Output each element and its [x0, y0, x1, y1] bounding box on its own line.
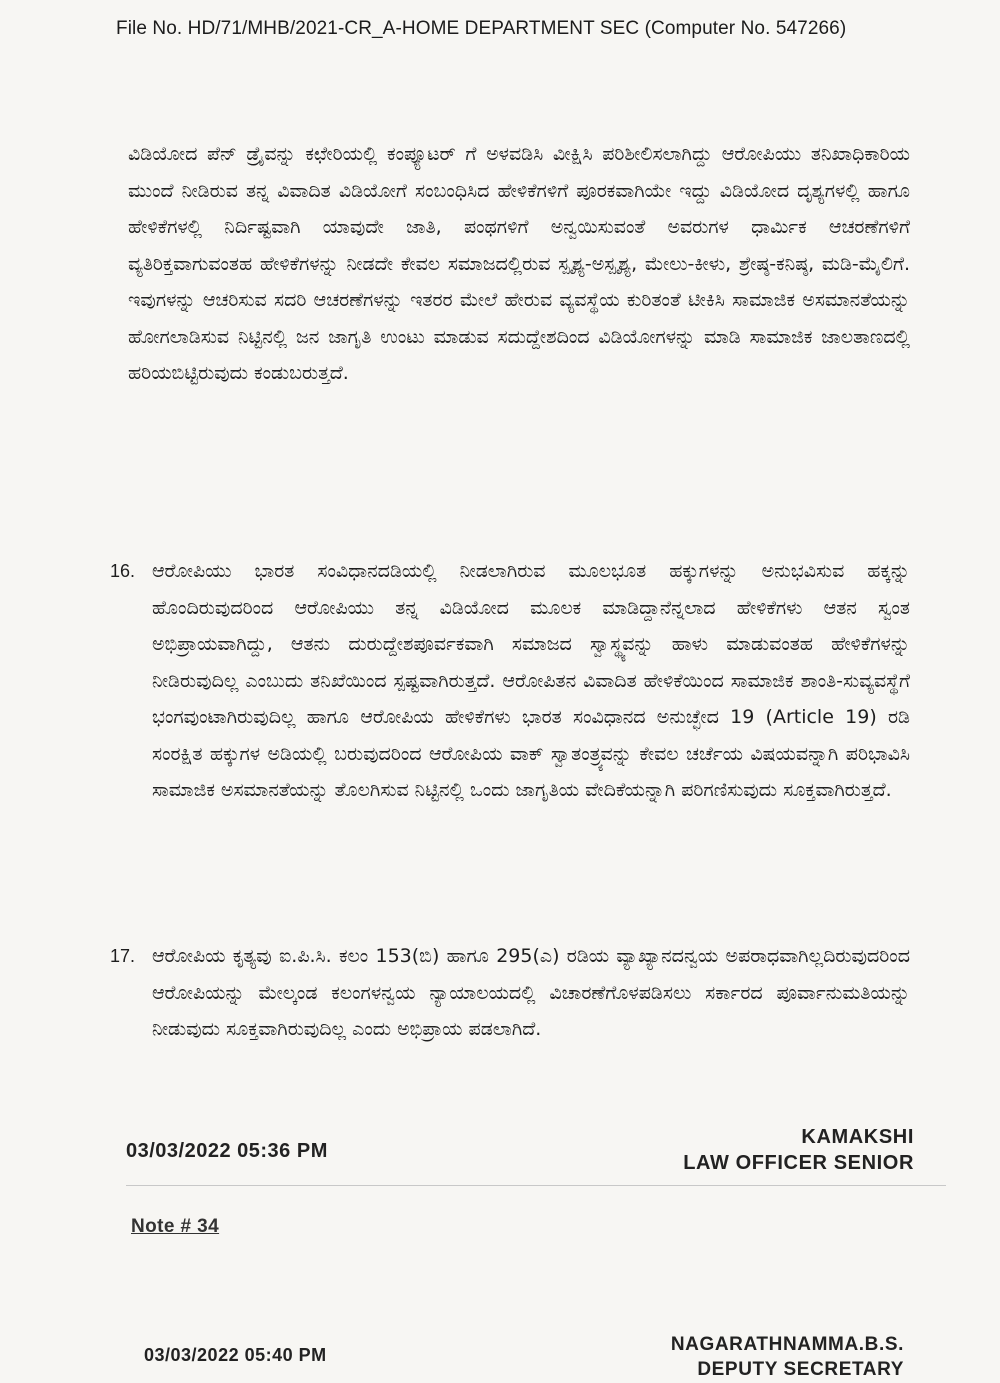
signature-1-block: [683, 1124, 914, 1176]
paragraph-number: 16.: [110, 561, 136, 581]
section-divider: [126, 1185, 946, 1186]
signature-2-timestamp: 03/03/2022 05:40 PM: [144, 1345, 327, 1365]
signature-1-timestamp: 03/03/2022 05:36 PM: [126, 1140, 328, 1162]
signatory-designation: DEPUTY SECRETARY: [697, 1359, 904, 1380]
signatory-name: KAMAKSHI: [801, 1126, 914, 1148]
paragraph-number: 17.: [110, 946, 136, 966]
signatory-designation: LAW OFFICER SENIOR: [683, 1152, 914, 1174]
note-number-link[interactable]: Note # 34: [131, 1216, 220, 1237]
paragraph-text: ಆರೋಪಿಯು ಭಾರತ ಸಂವಿಧಾನದಡಿಯಲ್ಲಿ ನೀಡಲಾಗಿರುವ ಮೂಲಭೂತ ಹಕ್ಕುಗಳನ್ನು ಅನುಭವಿಸುವ ಹಕ್ಕನ್ನು ಹೊಂದಿರುವುದರಿಂದ ಆರೋಪಿಯು ತನ್ನ ವಿಡಿಯೋದ ಮೂಲಕ ಮಾಡಿದ್ದಾನೆನ್ನಲಾದ ಹೇಳಿಕೆಗಳು ಆತನ ಸ್ವಂತ ಅಭಿಪ್ರಾಯವಾಗಿದ್ದು, ಆತನು ದುರುದ್ದೇಶಪೂರ್ವಕವಾಗಿ ಸಮಾಜದ ಸ್ವಾಸ್ಥ್ಯವನ್ನು ಹಾಳು ಮಾಡುವಂತಹ ಹೇಳಿಕೆಗಳನ್ನು ನೀಡಿರುವುದಿಲ್ಲ ಎಂಬುದು ತನಿಖೆಯಿಂದ ಸ್ಪಷ್ಟವಾಗಿರುತ್ತದೆ. ಆರೋಪಿತನ ವಿವಾದಿತ ಹೇಳಿಕೆಯಿಂದ ಸಾಮಾಜಿಕ ಶಾಂತಿ-ಸುವ್ಯವಸ್ಥೆಗೆ ಭಂಗವುಂಟಾಗಿರುವುದಿಲ್ಲ ಹಾಗೂ ಆರೋಪಿಯ ಹೇಳಿಕೆಗಳು ಭಾರತ ಸಂವಿಧಾನದ ಅನುಚ್ಛೇದ 19 (Article 19) ರಡಿ ಸಂರಕ್ಷಿತ ಹಕ್ಕುಗಳ ಅಡಿಯಲ್ಲಿ ಬರುವುದರಿಂದ ಆರೋಪಿಯ ವಾಕ್ ಸ್ವಾತಂತ್ರ್ಯವನ್ನು ಕೇವಲ ಚರ್ಚೆಯ ವಿಷಯವನ್ನಾಗಿ ಪರಿಭಾವಿಸಿ ಸಾಮಾಜಿಕ ಅಸಮಾನತೆಯನ್ನು ತೊಲಗಿಸುವ ನಿಟ್ಟಿನಲ್ಲಿ ಒಂದು ಜಾಗೃತಿಯ ವೇದಿಕೆಯನ್ನಾಗಿ ಪರಿಗಣಿಸುವುದು ಸೂಕ್ತವಾಗಿರುತ್ತದೆ.: [152, 560, 910, 801]
paragraph-text: ಆರೋಪಿಯ ಕೃತ್ಯವು ಐ.ಪಿ.ಸಿ. ಕಲಂ 153(ಬಿ) ಹಾಗೂ 295(ಎ) ರಡಿಯ ವ್ಯಾಖ್ಯಾನದನ್ವಯ ಅಪರಾಧವಾಗಿಲ್ಲದಿರುವುದರಿಂದ ಆರೋಪಿಯನ್ನು ಮೇಲ್ಕಂಡ ಕಲಂಗಳನ್ವಯ ನ್ಯಾಯಾಲಯದಲ್ಲಿ ವಿಚಾರಣೆಗೊಳಪಡಿಸಲು ಸರ್ಕಾರದ ಪೂರ್ವಾನುಮತಿಯನ್ನು ನೀಡುವುದು ಸೂಕ್ತವಾಗಿರುವುದಿಲ್ಲ ಎಂದು ಅಭಿಪ್ರಾಯ ಪಡಲಾಗಿದೆ.: [152, 945, 910, 1040]
file-number-header: File No. HD/71/MHB/2021-CR_A-HOME DEPARTMENT SEC (Computer No. 547266): [116, 18, 847, 39]
signature-2-block: [671, 1332, 904, 1382]
signatory-name: NAGARATHNAMMA.B.S.: [670, 1334, 904, 1355]
intro-paragraph: ವಿಡಿಯೋದ ಪೆನ್ ಡ್ರೈವನ್ನು ಕಛೇರಿಯಲ್ಲಿ ಕಂಪ್ಯೂಟರ್ ಗೆ ಅಳವಡಿಸಿ ವೀಕ್ಷಿಸಿ ಪರಿಶೀಲಿಸಲಾಗಿದ್ದು ಆರೋಪಿಯು ತನಿಖಾಧಿಕಾರಿಯ ಮುಂದೆ ನೀಡಿರುವ ತನ್ನ ವಿವಾದಿತ ವಿಡಿಯೋಗೆ ಸಂಬಂಧಿಸಿದ ಹೇಳಿಕೆಗಳಿಗೆ ಪೂರಕವಾಗಿಯೇ ಇದ್ದು ವಿಡಿಯೋದ ದೃಶ್ಯಗಳಲ್ಲಿ ಹಾಗೂ ಹೇಳಿಕೆಗಳಲ್ಲಿ ನಿರ್ದಿಷ್ಟವಾಗಿ ಯಾವುದೇ ಜಾತಿ, ಪಂಥಗಳಿಗೆ ಅನ್ವಯಿಸುವಂತೆ ಅವರುಗಳ ಧಾರ್ಮಿಕ ಆಚರಣೆಗಳಿಗೆ ವ್ಯತಿರಿಕ್ತವಾಗುವಂತಹ ಹೇಳಿಕೆಗಳನ್ನು ನೀಡದೇ ಕೇವಲ ಸಮಾಜದಲ್ಲಿರುವ ಸ್ಪೃಶ್ಯ-ಅಸ್ಪೃಶ್ಯ, ಮೇಲು-ಕೀಳು, ಶ್ರೇಷ್ಠ-ಕನಿಷ್ಠ, ಮಡಿ-ಮೈಲಿಗೆ. ಇವುಗಳನ್ನು ಆಚರಿಸುವ ಸದರಿ ಆಚರಣೆಗಳನ್ನು ಇತರರ ಮೇಲೆ ಹೇರುವ ವ್ಯವಸ್ಥೆಯ ಕುರಿತಂತೆ ಟೀಕಿಸಿ ಸಾಮಾಜಿಕ ಅಸಮಾನತೆಯನ್ನು ಹೋಗಲಾಡಿಸುವ ನಿಟ್ಟಿನಲ್ಲಿ ಜನ ಜಾಗೃತಿ ಉಂಟು ಮಾಡುವ ಸದುದ್ದೇಶದಿಂದ ವಿಡಿಯೋಗಳನ್ನು ಮಾಡಿ ಸಾಮಾಜಿಕ ಜಾಲತಾಣದಲ್ಲಿ ಹರಿಯಬಿಟ್ಟಿರುವುದು ಕಂಡುಬರುತ್ತದೆ.: [128, 143, 910, 384]
numbered-paragraph-16: [110, 553, 910, 809]
numbered-paragraph-17: [110, 938, 910, 1048]
